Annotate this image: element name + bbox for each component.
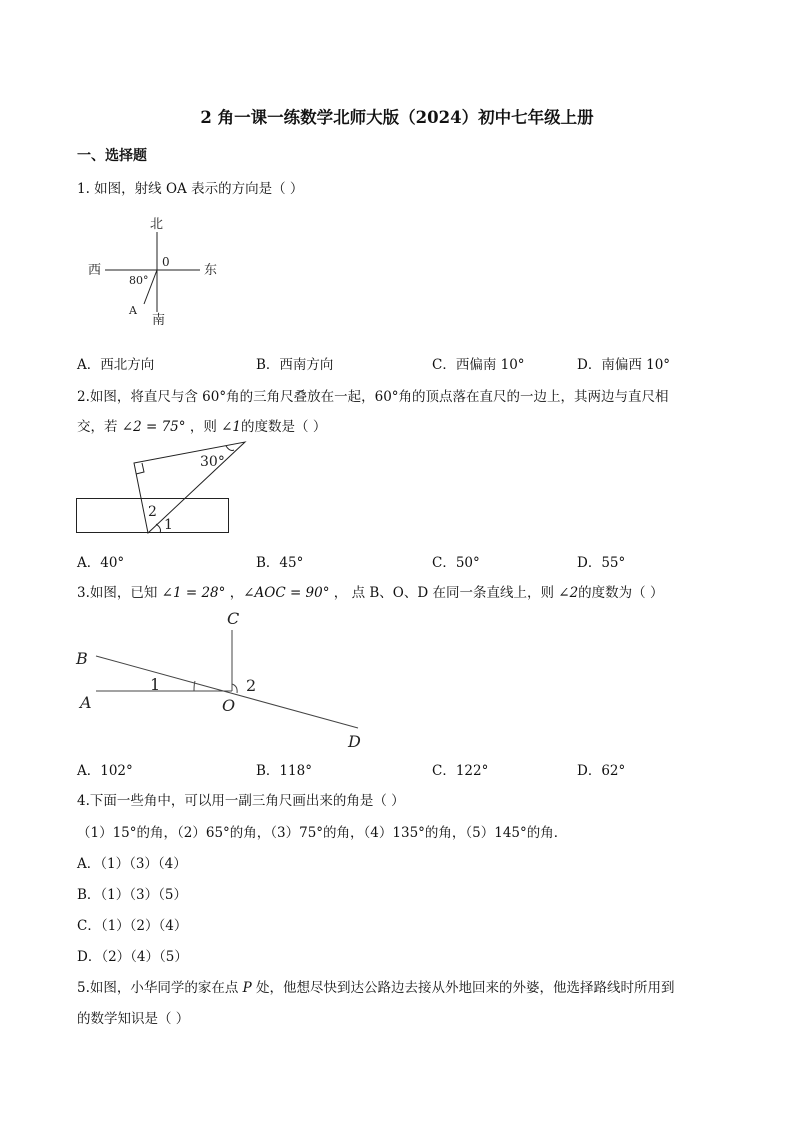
label-c: C (227, 609, 240, 628)
question-5-line-2: 的数学知识是（ ） (77, 1011, 190, 1027)
q2-option-c[interactable]: C．50° (432, 555, 480, 571)
arc-angle-2 (232, 684, 237, 693)
q2-option-d[interactable]: D．55° (577, 555, 626, 571)
q3-option-b[interactable]: B．118° (256, 763, 312, 779)
angle-figure (76, 604, 376, 754)
label-angle-2: 2 (148, 504, 157, 520)
label-1: 1 (150, 675, 161, 694)
math-angle-aoc-value: ∠AOC = 90° (243, 585, 330, 601)
question-2-line-1: 2.如图，将直尺与含 60°角的三角尺叠放在一起，60°角的顶点落在直尺的一边上，其两边与直尺相 (77, 389, 669, 405)
math-angle-1-value: ∠1 = 28° (161, 585, 226, 601)
arc-angle-1 (194, 681, 195, 691)
arc-angle-30 (226, 446, 234, 451)
question-1-stem: 1. 如图，射线 OA 表示的方向是（ ） (77, 181, 304, 197)
math-angle-1: ∠1 (221, 419, 242, 435)
label-south: 南 (152, 313, 166, 328)
label-a: A (80, 693, 92, 712)
page-title: 2 角一课一练数学北师大版（2024）初中七年级上册 (200, 108, 594, 127)
q1-option-b[interactable]: B．西南方向 (256, 357, 334, 373)
math-point-p: P (242, 980, 252, 996)
q4-option-a[interactable]: A．（1）（3）（4） (77, 856, 187, 872)
q4-option-b[interactable]: B．（1）（3）（5） (77, 887, 187, 903)
math-angle-2: ∠2 (558, 585, 579, 601)
q3-option-a[interactable]: A．102° (77, 763, 133, 779)
right-angle-mark (136, 463, 144, 474)
label-2: 2 (246, 676, 257, 695)
q1-option-a[interactable]: A．西北方向 (77, 357, 155, 373)
label-north: 北 (150, 217, 164, 232)
question-5-line-1: 5.如图，小华同学的家在点 P 处，他想尽快到达公路边去接从外地回来的外婆，他选择路线时所用到 (77, 980, 675, 996)
label-angle-80: 80° (129, 274, 149, 287)
label-b: B (76, 649, 88, 668)
label-west: 西 (88, 263, 102, 278)
label-origin: 0 (162, 255, 170, 269)
q3-option-d[interactable]: D．62° (577, 763, 626, 779)
q4-option-c[interactable]: C．（1）（2）（4） (77, 918, 188, 934)
question-3-stem: 3.如图，已知 ∠1 = 28° ，∠AOC = 90° ， 点 B、O、D 在同一条直线上，则 ∠2的度数为（ ） (77, 585, 664, 601)
question-4-items: （1）15°的角，（2）65°的角，（3）75°的角，（4）135°的角，（5）145°的角． (77, 825, 568, 841)
q1-option-d[interactable]: D．南偏西 10° (577, 357, 671, 373)
q3-option-c[interactable]: C．122° (432, 763, 489, 779)
ruler-triangle-figure (76, 440, 251, 535)
label-angle-1: 1 (164, 517, 173, 533)
label-o: O (222, 696, 236, 715)
question-4-stem: 4.下面一些角中，可以用一副三角尺画出来的角是（ ） (77, 793, 405, 809)
line-bd (96, 656, 358, 728)
question-2-line-2: 交，若 ∠2 = 75° ，则 ∠1的度数是（ ） (77, 419, 327, 435)
q1-option-c[interactable]: C．西偏南 10° (432, 357, 525, 373)
q2-option-a[interactable]: A．40° (77, 555, 125, 571)
q2-option-b[interactable]: B．45° (256, 555, 304, 571)
section-heading: 一、选择题 (77, 148, 147, 164)
label-d: D (348, 732, 361, 751)
q4-option-d[interactable]: D．（2）（4）（5） (77, 949, 188, 965)
label-angle-30: 30° (200, 454, 225, 470)
label-point-a: A (129, 304, 137, 317)
compass-figure (80, 212, 230, 332)
math-angle-2: ∠2 = 75° (121, 419, 186, 435)
label-east: 东 (204, 263, 218, 278)
